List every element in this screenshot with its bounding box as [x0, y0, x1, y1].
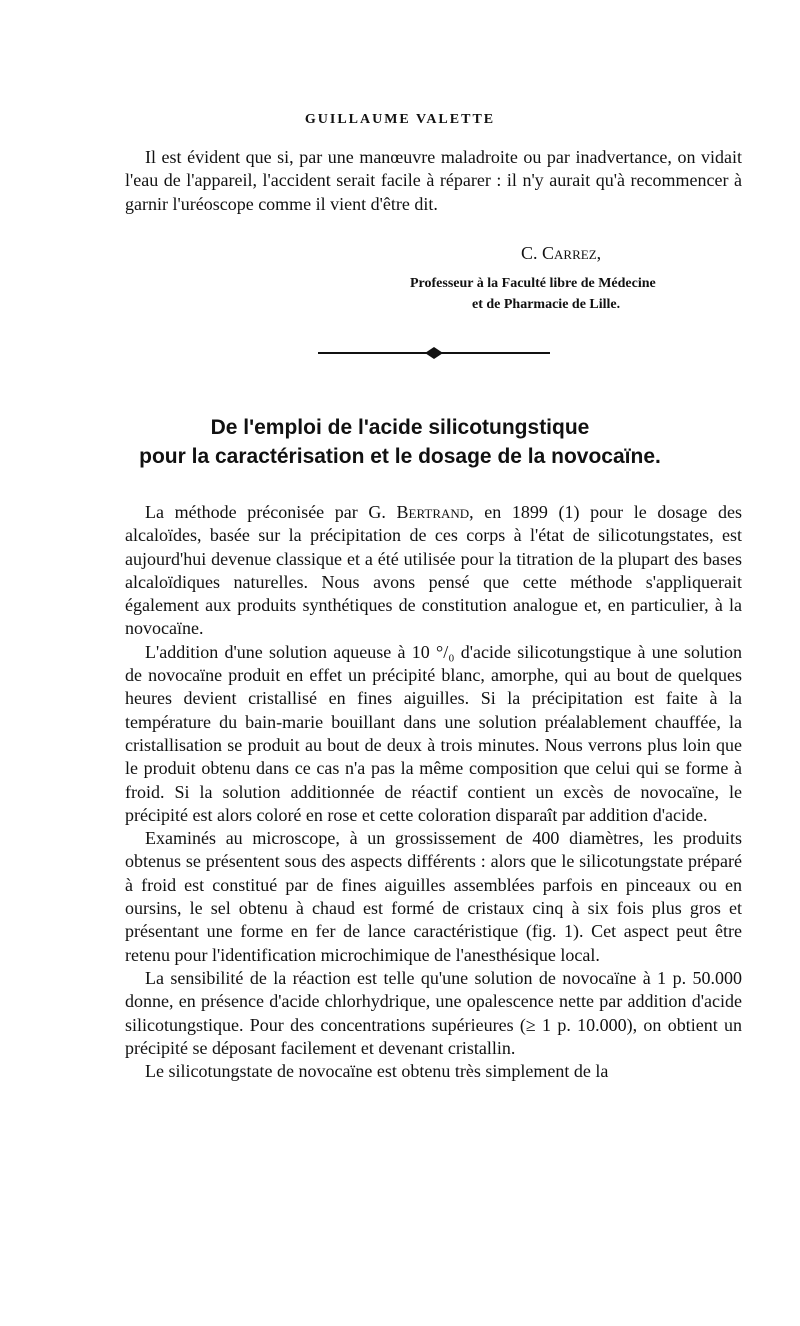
running-head: GUILLAUME VALETTE — [304, 112, 496, 127]
body-paragraph-2: L'addition d'une solution aqueuse à 10 °/₀ d'acide silicotungstique à une solution de novocaïne produit en effet un précipité blanc, amorphe, qui au bout de quelques heures devient cristallisé en fines aiguilles. Si la précipitation est faite à la température du bain-marie bouillant dans une solution préalablement chauffée, la cristallisation se produit au bout de deux à trois minutes. Nous verrons plus loin que le produit obtenu dans ce cas n'a pas la même composition que celui qui se forme à froid. Si la solution additionnée de réactif contient un excès de novocaïne, le précipité est alors coloré en rose et cette coloration disparaît par addition d'acide. — [125, 641, 742, 825]
body-paragraph-1 — [125, 501, 742, 641]
signature-affiliation — [410, 273, 755, 315]
p1-rest: , en 1899 (1) pour le dosage des alcaloïdes, basée sur la précipitation de ces corps à l'état de silicotungstates, est aujourd'hui devenue classique et a été utilisée pour la titration de la plupart des bases alcaloïdiques naturelles. Nous avons pensé que cette méthode s'appliquerait également aux produits synthétiques de constitution analogue et, en particulier, à la novocaïne. — [125, 502, 742, 639]
article-title — [0, 413, 800, 471]
affiliation-line-2: et de Pharmacie de Lille. — [472, 297, 621, 312]
signature-initial: C. — [521, 243, 543, 263]
article-title-line-1: De l'emploi de l'acide silicotungstique — [210, 416, 590, 439]
author-bertrand: Bertrand — [396, 502, 470, 522]
body-paragraph-4: La sensibilité de la réaction est telle qu'une solution de novocaïne à 1 p. 50.000 donne, en présence d'acide chlorhydrique, une opalescence nette par addition d'acide silicotungstique. Pour des concentrations supérieures (≥ 1 p. 10.000), on obtient un précipité se déposant facilement et devenant cristallin. — [125, 967, 742, 1058]
signature-surname: Carrez, — [542, 243, 602, 263]
section-divider-ornament — [318, 346, 550, 360]
p1-start: La méthode préconisée par G. — [145, 502, 397, 522]
affiliation-line-1: Professeur à la Faculté libre de Médecine — [410, 276, 656, 291]
article-body — [125, 501, 742, 1083]
body-paragraph-3: Examinés au microscope, à un grossissement de 400 diamètres, les produits obtenus se présentent sous des aspects différents : alors que le silicotungstate préparé à froid est constitué par de fines aiguilles assemblées parfois en pinceaux ou en oursins, le sel obtenu à chaud est formé de cristaux cinq à six fois plus gros et présentant une forme en fer de lance caractéristique (fig. 1). Cet aspect peut être retenu pour l'identification microchimique de l'anesthésique local. — [125, 828, 742, 965]
signature-name — [521, 243, 601, 264]
intro-paragraph: Il est évident que si, par une manœuvre maladroite ou par inadvertance, on vidait l'eau de l'appareil, l'accident serait facile à réparer : il n'y aurait qu'à recommencer à garnir l'uréoscope comme il vient d'être dit. — [125, 147, 742, 214]
article-title-line-2: pour la caractérisation et le dosage de la novocaïne. — [139, 445, 661, 468]
intro-section — [125, 146, 742, 216]
body-paragraph-5: Le silicotungstate de novocaïne est obtenu très simplement de la — [145, 1061, 609, 1082]
